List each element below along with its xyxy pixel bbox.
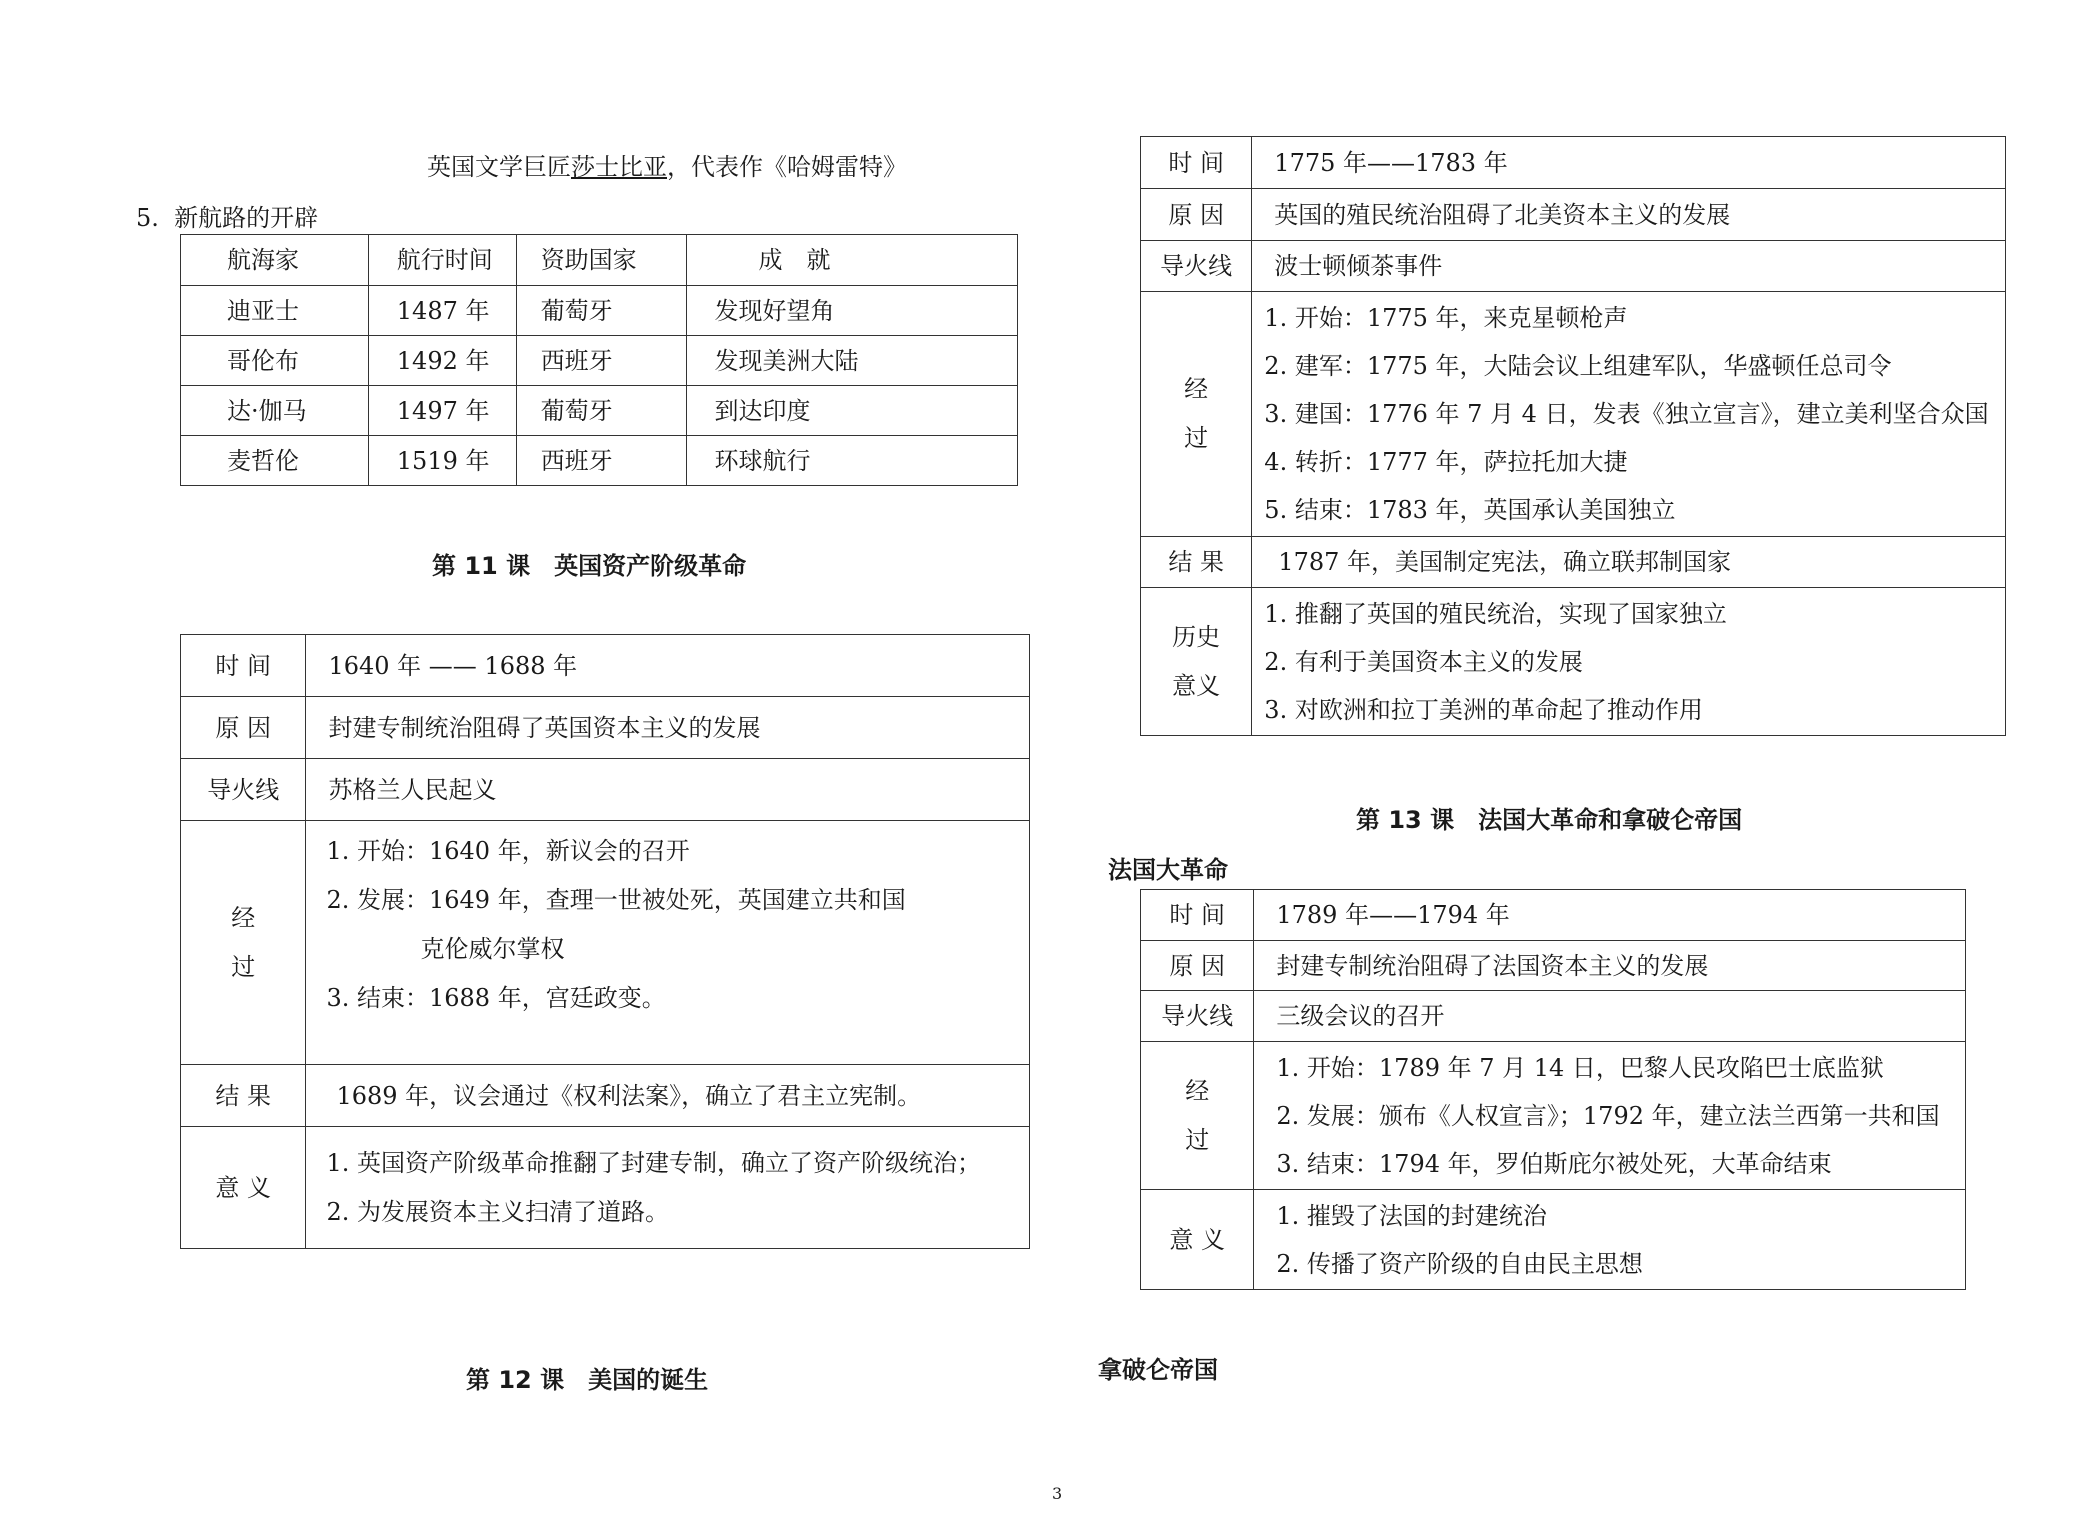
process-item: 3. 结束：1794 年，罗伯斯庇尔被处死，大革命结束 [1276,1149,1832,1178]
meaning-item: 1. 推翻了英国的殖民统治，实现了国家独立 [1264,599,1727,628]
lesson13-title: 第 13 课 法国大革命和拿破仑帝国 [1356,806,1743,834]
intro-line: 英国文学巨匠莎士比亚，代表作《哈姆雷特》 [427,153,907,181]
table-row: 麦哲伦 1519 年 西班牙 环球航行 [181,436,1018,486]
page-number: 3 [1052,1484,1063,1503]
meaning-item: 2. 传播了资产阶级的自由民主思想 [1276,1249,1643,1278]
process-item: 3. 建国：1776 年 7 月 4 日，发表《独立宣言》，建立美利坚合众国 [1264,400,1989,428]
result-value: 1787 年，美国制定宪法，确立联邦制国家 [1252,537,2006,588]
row-label: 时 间 [1141,137,1252,189]
fuse-value: 三级会议的召开 [1254,991,1966,1042]
process-item: 5. 结束：1783 年，英国承认美国独立 [1264,496,1676,524]
process-item: 2. 发展：1649 年，查理一世被处死，英国建立共和国 [326,886,906,914]
time-value: 1775 年——1783 年 [1252,137,2006,189]
process-item: 3. 结束：1688 年，宫廷政变。 [326,984,666,1012]
meaning-cell [1252,588,2006,736]
process-item: 1. 开始：1640 年，新议会的召开 [326,837,690,865]
meaning-item: 1. 摧毁了法国的封建统治 [1276,1201,1547,1230]
author-name: 莎士比亚 [571,153,667,181]
time-value: 1789 年——1794 年 [1254,890,1966,941]
row-label: 原 因 [181,697,306,759]
lesson12-title: 第 12 课 美国的诞生 [466,1366,709,1394]
row-label: 原 因 [1141,941,1254,991]
process-cell [306,821,1030,1065]
process-item: 1. 开始：1775 年，来克星顿枪声 [1264,304,1628,332]
row-label: 经 过 [1141,292,1252,537]
row-label: 经 过 [1141,1042,1254,1190]
french-revolution-heading: 法国大革命 [1108,856,1228,884]
meaning-item: 2. 为发展资本主义扫清了道路。 [326,1197,669,1226]
table-header: 航行时间 [368,235,516,286]
cause-value: 封建专制统治阻碍了法国资本主义的发展 [1254,941,1966,991]
row-label: 导火线 [181,759,306,821]
process-item: 克伦威尔掌权 [420,935,565,963]
process-item: 4. 转折：1777 年，萨拉托加大捷 [1264,448,1628,476]
row-label: 时 间 [181,635,306,697]
table-header: 资助国家 [516,235,686,286]
meaning-item: 2. 有利于美国资本主义的发展 [1264,647,1583,676]
lesson11-table [180,634,1030,1249]
row-label: 意 义 [181,1127,306,1249]
table-header: 航海家 [181,235,369,286]
meaning-item: 3. 对欧洲和拉丁美洲的革命起了推动作用 [1264,695,1703,724]
table-row: 迪亚士 1487 年 葡萄牙 发现好望角 [181,286,1018,336]
row-label: 结 果 [1141,537,1252,588]
row-label: 意 义 [1141,1190,1254,1290]
lesson12-table [1140,136,2006,736]
navigation-table [180,234,1018,486]
result-value: 1689 年，议会通过《权利法案》，确立了君主立宪制。 [306,1065,1030,1127]
lesson13-table [1140,889,1966,1290]
process-item: 2. 发展：颁布《人权宣言》；1792 年，建立法兰西第一共和国 [1276,1101,1940,1130]
table-header-row [181,235,1018,286]
fuse-value: 波士顿倾茶事件 [1252,241,2006,292]
fuse-value: 苏格兰人民起义 [306,759,1030,821]
cause-value: 英国的殖民统治阻碍了北美资本主义的发展 [1252,189,2006,241]
process-item: 1. 开始：1789 年 7 月 14 日，巴黎人民攻陷巴士底监狱 [1276,1053,1884,1082]
row-label: 导火线 [1141,991,1254,1042]
row-label: 结 果 [181,1065,306,1127]
lesson11-title: 第 11 课 英国资产阶级革命 [432,552,747,580]
meaning-item: 1. 英国资产阶级革命推翻了封建专制，确立了资产阶级统治； [326,1148,981,1177]
time-value: 1640 年 —— 1688 年 [306,635,1030,697]
row-label: 时 间 [1141,890,1254,941]
process-cell [1252,292,2006,537]
cause-value: 封建专制统治阻碍了英国资本主义的发展 [306,697,1030,759]
section-heading: 5. 新航路的开辟 [136,204,319,232]
process-item: 2. 建军：1775 年，大陆会议上组建军队，华盛顿任总司令 [1264,352,1892,380]
meaning-cell [1254,1190,1966,1290]
napoleon-empire-heading: 拿破仑帝国 [1098,1356,1218,1384]
row-label: 历史 意义 [1141,588,1252,736]
meaning-cell [306,1127,1030,1249]
table-row: 哥伦布 1492 年 西班牙 发现美洲大陆 [181,336,1018,386]
row-label: 导火线 [1141,241,1252,292]
table-header: 成 就 [686,235,1017,286]
table-row: 达·伽马 1497 年 葡萄牙 到达印度 [181,386,1018,436]
process-cell [1254,1042,1966,1190]
row-label: 原 因 [1141,189,1252,241]
row-label: 经 过 [181,821,306,1065]
